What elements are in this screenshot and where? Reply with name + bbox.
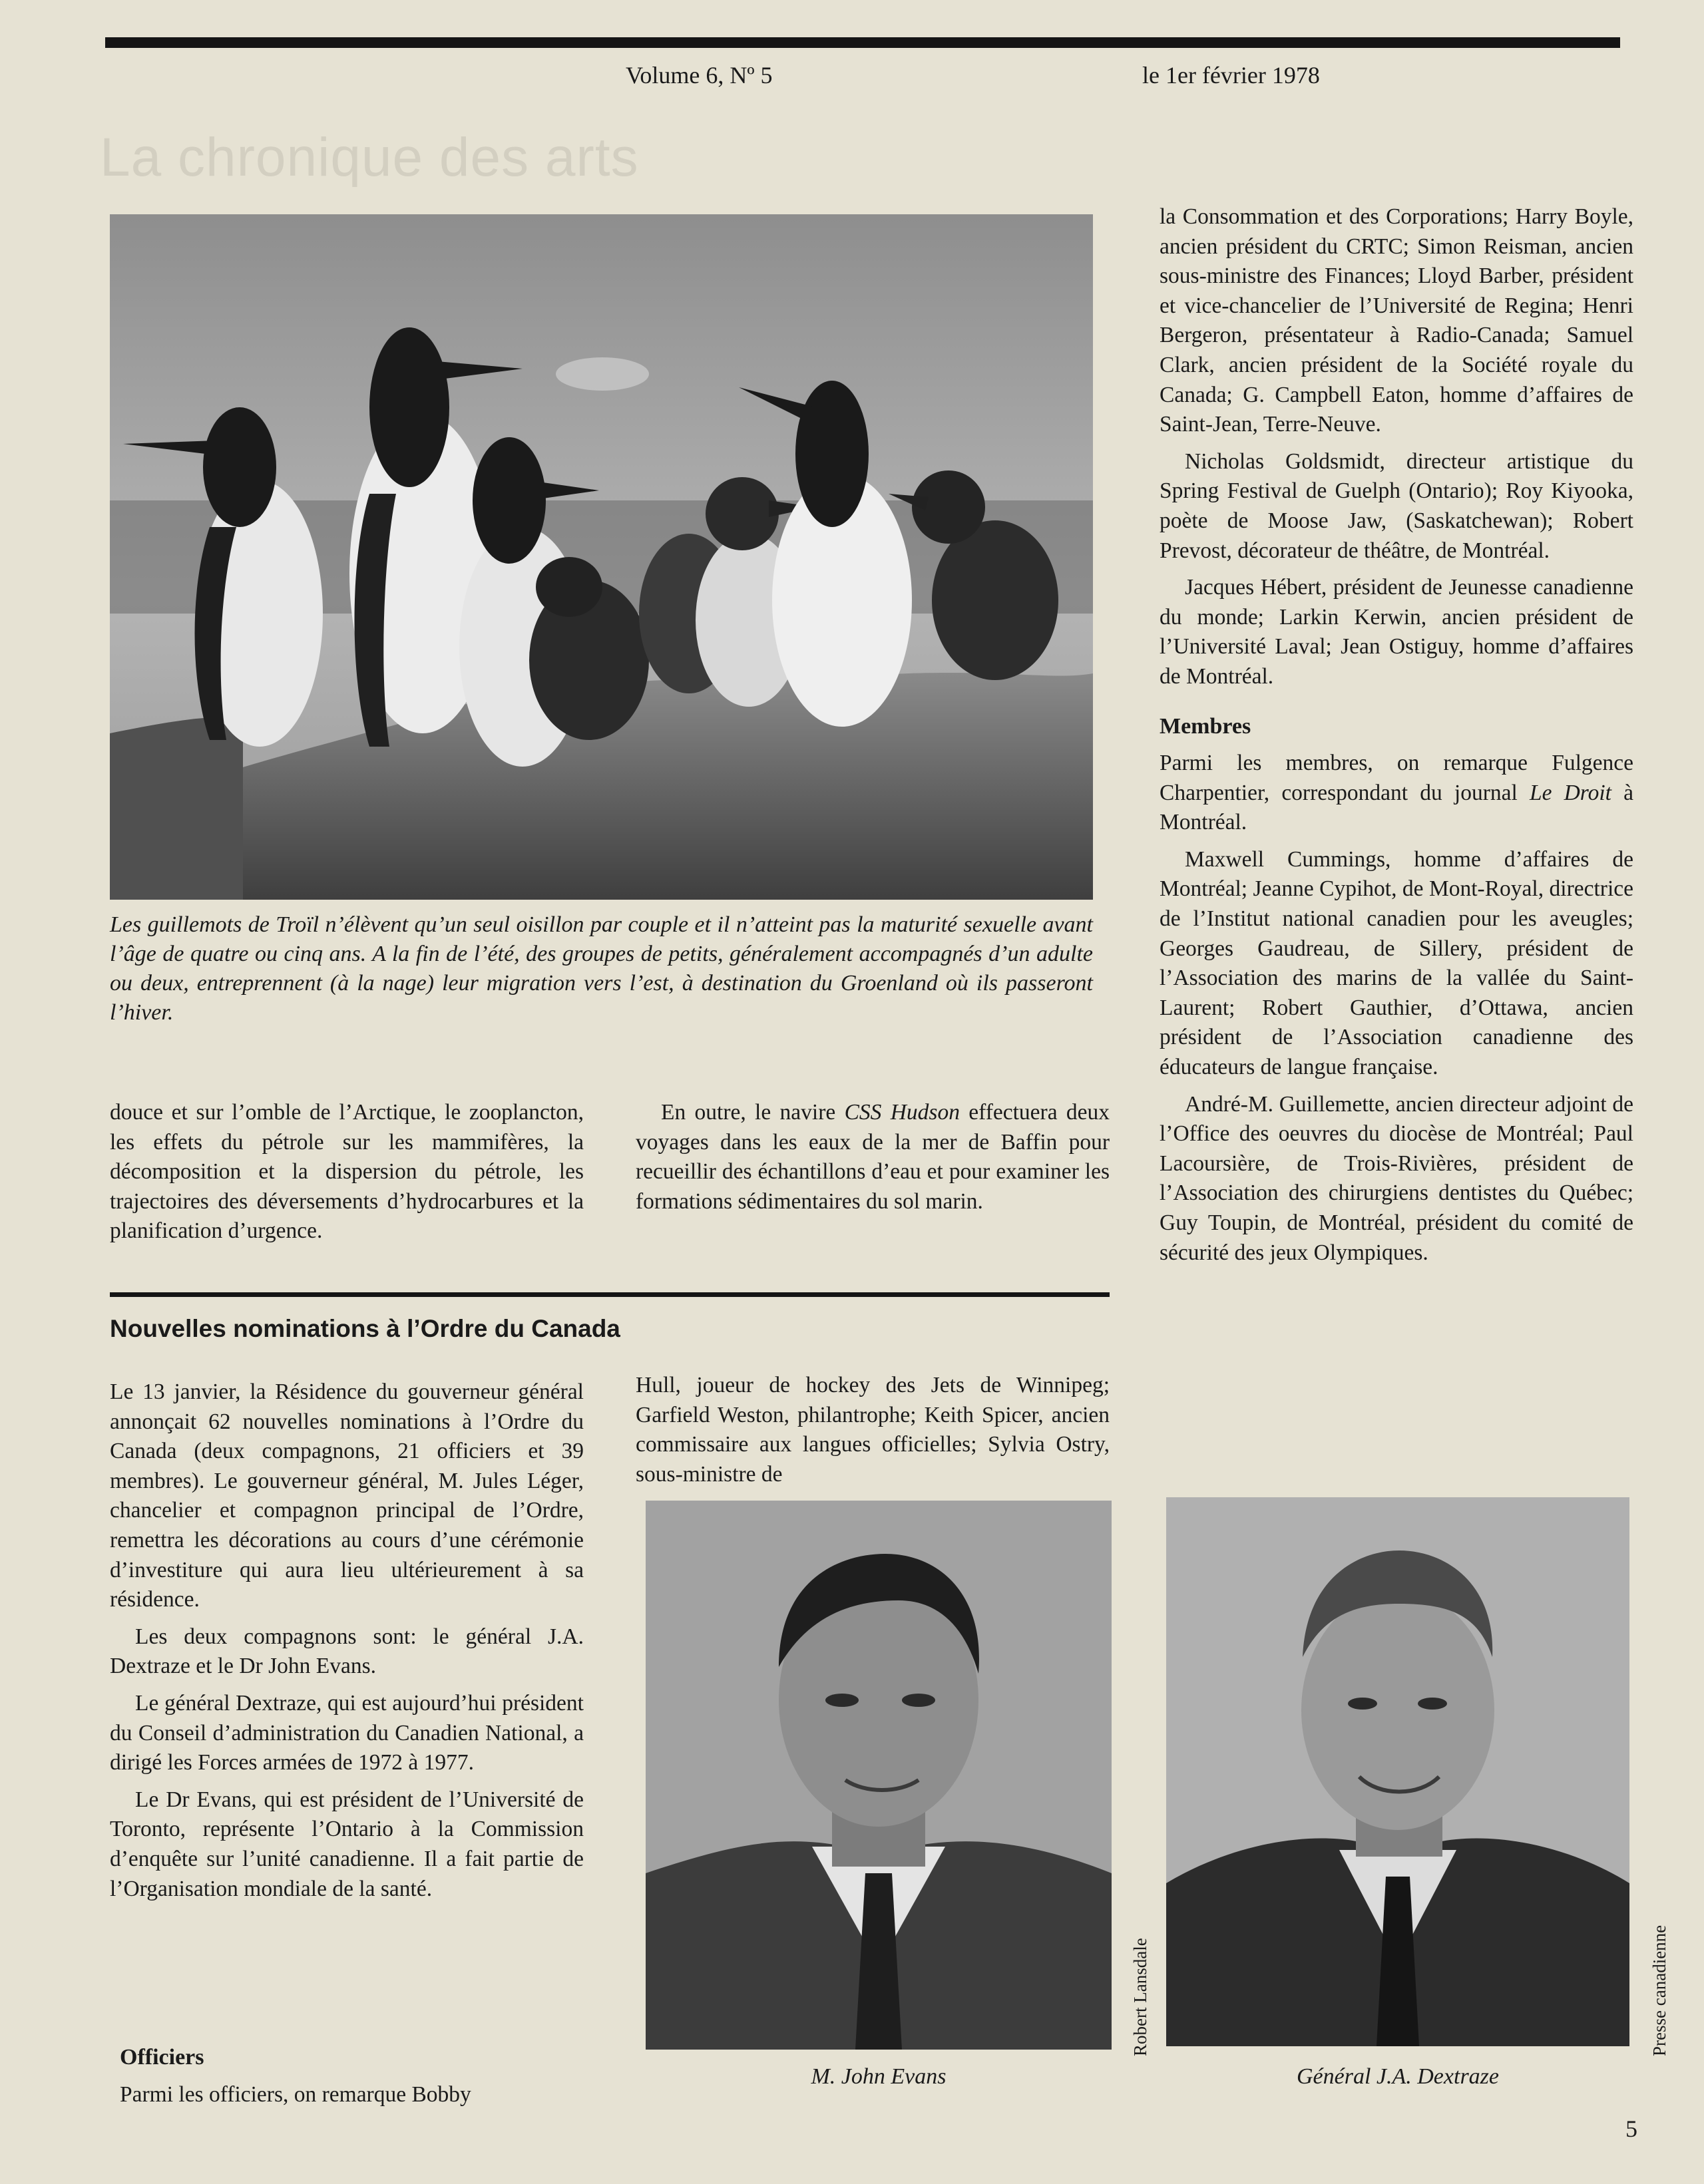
right-para3: Jacques Hébert, président de Jeunesse canadienne du monde; Larkin Kerwin, ancien président de l’Université Laval; Jean Ostiguy, homme d’affaires de Montréal.: [1160, 575, 1633, 689]
bleed-through-title: La chronique des arts: [100, 127, 639, 188]
ship-name: CSS Hudson: [844, 1100, 960, 1125]
guillemots-caption: Les guillemots de Troïl n’élèvent qu’un seul oisillon par couple et il n’atteint pas la maturité sexuelle avant l’âge de quatre ou cinq ans. A la fin de l’été, des groupes de petits, généralement accompagnés d’un adulte ou deux, entreprennent (à la nage) leur migration vers l’est, à destination du Groenland où ils passeront l’hiver.: [110, 912, 1093, 1025]
page-number: 5: [1625, 2115, 1637, 2142]
dextraze-photo-credit: Presse canadienne: [1649, 1924, 1669, 2056]
dextraze-caption: Général J.A. Dextraze: [1296, 2064, 1499, 2089]
officiers-block: [120, 2043, 594, 2109]
officiers-heading: Officiers: [120, 2045, 204, 2070]
journal-name: Le Droit: [1529, 780, 1611, 805]
top-rule: [105, 37, 1620, 48]
membres-heading: Membres: [1160, 713, 1251, 739]
article2-para3: Le général Dextraze, qui est aujourd’hui président du Conseil d’administration du Canadien National, a dirigé les Forces armées de 1972 à 1977.: [110, 1690, 584, 1775]
article2-para1: Le 13 janvier, la Résidence du gouverneur général annonçait 62 nouvelles nominations à l’Ordre du Canada (deux compagnons, 21 officiers et 39 membres). Le gouverneur général, M. Jules Léger, chancelier et compagnon principal de l’Ordre, remettra les décorations au cours d’une cérémonie d’investiture qui aura lieu ultérieurement à sa résidence.: [110, 1379, 584, 1612]
right-para5: Maxwell Cummings, homme d’affaires de Montréal; Jeanne Cypihot, de Mont-Royal, directrice de l’Institut national canadien pour les aveugles; Georges Gaudreau, de Sillery, président de l’Association des marins de la vallée du Saint-Laurent; Robert Gauthier, d’Ottawa, ancien président de l’Association canadienne des éducateurs de langue française.: [1160, 846, 1633, 1080]
section-rule: [110, 1292, 1110, 1297]
article2-para4: Le Dr Evans, qui est président de l’Université de Toronto, représente l’Ontario à la Commission d’enquête sur l’unité canadienne. Il a fait partie de l’Organisation mondiale de la santé.: [110, 1787, 584, 1901]
article2-col1: [110, 1377, 584, 1911]
guillemots-photo: [110, 214, 1093, 900]
article2-col2: [636, 1371, 1110, 1497]
article1-col1: [110, 1098, 584, 1254]
right-column: [1160, 202, 1633, 1275]
article1-col2-a: En outre, le navire: [661, 1100, 845, 1125]
right-para6: André-M. Guillemette, ancien directeur adjoint de l’Office des oeuvres du diocèse de Montréal; Paul Lacoursière, de Trois-Rivières, président de l’Association des chirurgiens dentistes du Québec; Guy Toupin, de Montréal, président du comité de sécurité des jeux Olympiques.: [1160, 1091, 1633, 1265]
article2-col2-text: Hull, joueur de hockey des Jets de Winnipeg; Garfield Weston, philantrophe; Keith Spicer, ancien commissaire aux langues officielles; Sylvia Ostry, sous-ministre de: [636, 1373, 1110, 1487]
article2-title: Nouvelles nominations à l’Ordre du Canada: [110, 1315, 620, 1342]
right-para2: Nicholas Goldsmidt, directeur artistique du Spring Festival de Guelph (Ontario); Roy Kiyooka, poète de Moose Jaw, (Saskatchewan); Robert Prevost, décorateur de théâtre, de Montréal.: [1160, 449, 1633, 563]
membres-text-a: Parmi les membres, on remarque Fulgence Charpentier, correspondant du journal: [1160, 751, 1633, 805]
article1-col2: [636, 1098, 1110, 1224]
evans-caption: M. John Evans: [811, 2064, 947, 2089]
article2-para2: Les deux compagnons sont: le général J.A. Dextraze et le Dr John Evans.: [110, 1624, 584, 1679]
article1-col2-b: effectuera deux voyages dans les eaux de la mer de Baffin pour recueillir des échantillons d’eau et pour examiner les formations sédimentaires du sol marin.: [636, 1100, 1110, 1214]
right-para1: la Consommation et des Corporations; Harry Boyle, ancien président du CRTC; Simon Reisman, ancien sous-ministre des Finances; Lloyd Barber, président et vice-chancelier de l’Université de Regina; Henri Bergeron, présentateur à Radio-Canada; Samuel Clark, ancien président de la Société royale du Canada; G. Campbell Eaton, homme d’affaires de Saint-Jean, Terre-Neuve.: [1160, 204, 1633, 437]
article1-col1-text: douce et sur l’omble de l’Arctique, le zooplancton, les effets du pétrole sur les mammifères, la décomposition et la dispersion du pétrole, les trajectoires des déversements d’hydrocarbures et la planification d’urgence.: [110, 1100, 584, 1244]
issue-date: le 1er février 1978: [1142, 62, 1320, 89]
issue-volume: Volume 6, Nº 5: [626, 62, 773, 89]
membres-text-b: à Montréal.: [1160, 780, 1633, 835]
portrait-dextraze: [1166, 1497, 1629, 2046]
portrait-evans: [646, 1501, 1112, 2050]
evans-photo-credit: Robert Lansdale: [1130, 1938, 1150, 2056]
officiers-text: Parmi les officiers, on remarque Bobby: [120, 2082, 471, 2107]
